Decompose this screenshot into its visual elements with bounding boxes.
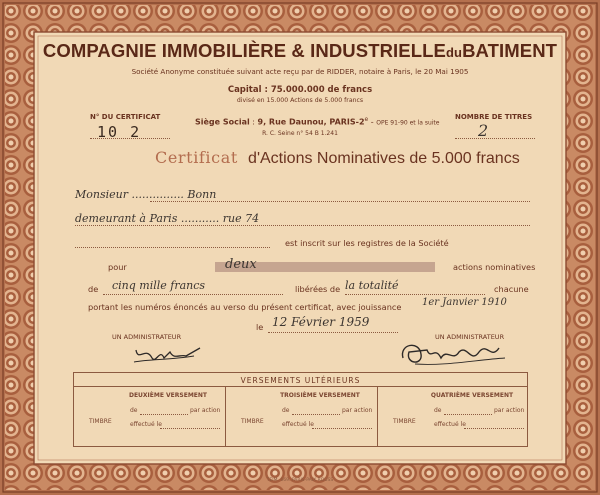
shares-count-value: deux [225, 257, 257, 272]
payment-column-4th: QUATRIÈME VERSEMENT [430, 392, 514, 399]
stamp-label-2: TIMBRE [241, 418, 264, 425]
payment-de-1: de [130, 407, 138, 414]
administrator-right-label: UN ADMINISTRATEUR [435, 333, 505, 341]
payment-amount-line-3 [444, 414, 492, 415]
payment-amount-line-1 [140, 414, 188, 415]
payment-amount-line-2 [292, 414, 340, 415]
payment-column-2nd: DEUXIÈME VERSEMENT [128, 392, 208, 399]
payments-divider-1 [225, 386, 226, 446]
payment-per-share-3: par action [494, 407, 525, 414]
paid-up-label: libérées de [295, 284, 341, 294]
payment-effectue-2: effectué le [282, 421, 314, 428]
signature-left [130, 340, 210, 370]
payment-date-line-2 [312, 428, 372, 429]
titles-count-value: 2 [478, 121, 489, 140]
capital-amount: Capital : 75.000.000 de francs [227, 85, 373, 95]
certificate-number-value: 10 2 [97, 123, 142, 141]
titles-count-label: NOMBRE DE TITRES [455, 113, 533, 121]
pour-label: pour [108, 262, 127, 272]
payment-per-share-1: par action [190, 407, 221, 414]
payment-column-3rd: TROISIÈME VERSEMENT [280, 392, 360, 399]
nominal-value: cinq mille francs [112, 279, 206, 292]
payments-top-rule [73, 372, 528, 373]
dividend-date: 1er Janvier 1910 [422, 297, 507, 308]
paid-up-value: la totalité [345, 279, 399, 292]
holder-name: Monsieur ............... Bonn [75, 188, 217, 201]
company-subtitle: Société Anonyme constituée suivant acte reçu par de RIDDER, notaire à Paris, le 20 Mai 1905 [131, 67, 469, 76]
payments-divider-2 [377, 386, 378, 446]
payment-effectue-1: effectué le [130, 421, 162, 428]
date-le-label: le [256, 322, 264, 332]
titles-count-line [455, 138, 535, 139]
payments-bottom-rule [73, 446, 528, 447]
payment-date-line-1 [160, 428, 220, 429]
payment-per-share-2: par action [342, 407, 373, 414]
issue-date-line [268, 332, 398, 333]
registered-shares-label: actions nominatives [453, 262, 536, 272]
certificate-number-label: N° DU CERTIFICAT [90, 113, 161, 121]
administrator-left-label: UN ADMINISTRATEUR [112, 333, 182, 341]
payment-de-2: de [282, 407, 290, 414]
certificate-number-line [90, 138, 170, 139]
issue-date: 12 Février 1959 [272, 315, 370, 329]
holder-name-line [150, 201, 530, 202]
payments-heading: VERSEMENTS ULTÉRIEURS [240, 376, 361, 385]
blank-line [75, 247, 270, 248]
each-label: chacune [494, 284, 529, 294]
holder-address: demeurant à Paris ........... rue 74 [75, 212, 260, 225]
payment-de-3: de [434, 407, 442, 414]
payment-date-line-3 [464, 428, 524, 429]
company-title: COMPAGNIE IMMOBILIÈRE & INDUSTRIELLEduBATIMENT [42, 40, 558, 61]
trade-register: R. C. Seine n° 54 B 1.241 [262, 130, 338, 137]
stamp-label-1: TIMBRE [89, 418, 112, 425]
holder-address-line [75, 225, 530, 226]
stamp-label-3: TIMBRE [393, 418, 416, 425]
certificate-heading: Certificat d'Actions Nominatives de 5.000 francs [155, 148, 520, 167]
nominal-line [103, 294, 283, 295]
payments-heading-rule [73, 386, 528, 387]
printer-imprint: TEIM. 669. PARIS-PAIX ROUSS [266, 478, 334, 483]
capital-detail: divisé en 15.000 Actions de 5.000 francs [236, 97, 364, 104]
signature-right [395, 338, 520, 370]
numbers-sentence: portant les numéros énoncés au verso du présent certificat, avec jouissance [88, 302, 402, 312]
registered-office: Siège Social : 9, Rue Daunou, PARIS-2e - OPE 91-90 et la suite [195, 116, 440, 127]
nominal-de-label: de [88, 284, 99, 294]
payment-effectue-3: effectué le [434, 421, 466, 428]
paid-up-line [345, 294, 485, 295]
registered-text: est inscrit sur les registres de la Société [285, 238, 449, 248]
